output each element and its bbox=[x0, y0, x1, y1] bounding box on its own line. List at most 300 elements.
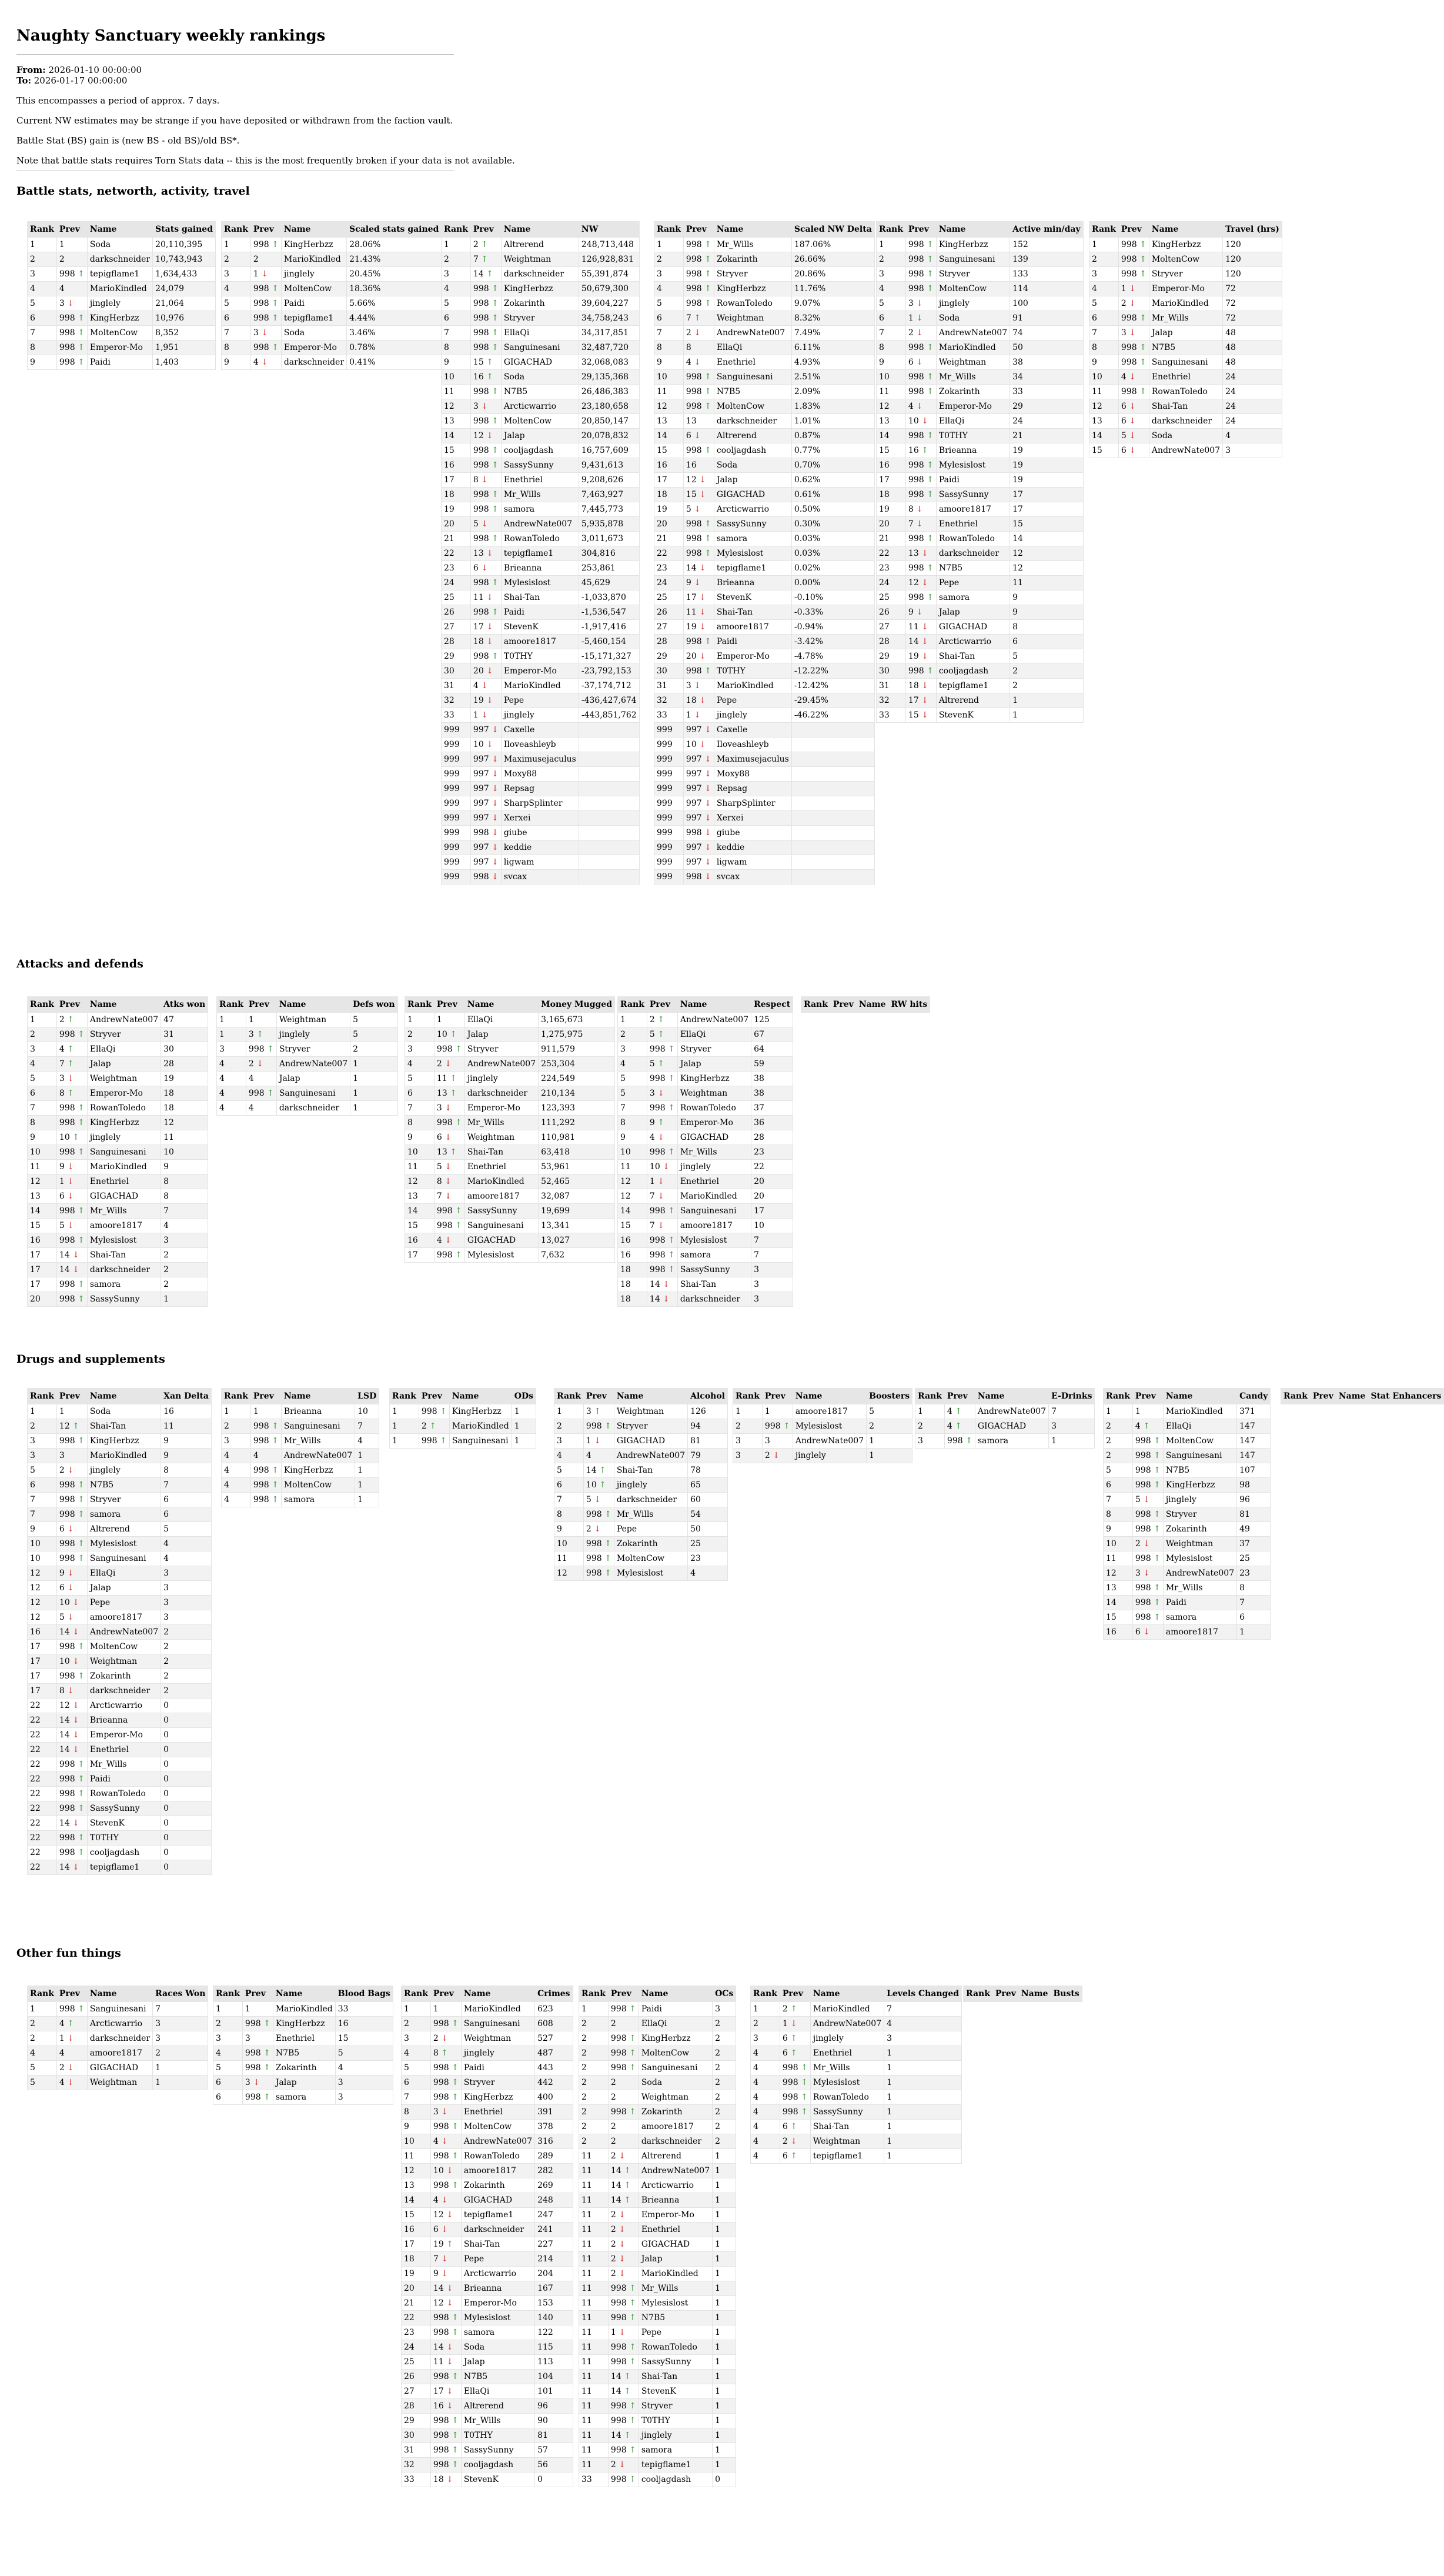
table-row bbox=[222, 1449, 379, 1463]
prev-cell bbox=[56, 252, 87, 267]
value-cell bbox=[355, 1463, 379, 1478]
name-cell bbox=[714, 311, 791, 326]
table-row bbox=[579, 2399, 736, 2414]
name-cell bbox=[501, 605, 579, 620]
prev-cell bbox=[434, 1057, 464, 1072]
value-cell bbox=[579, 752, 639, 767]
rank-cell-value: 5 bbox=[30, 2078, 35, 2087]
name-cell bbox=[87, 1013, 161, 1027]
table-row bbox=[28, 1174, 208, 1189]
value-cell bbox=[713, 2208, 736, 2223]
arrow-down-icon: ↓ bbox=[701, 755, 711, 764]
prev-cell-value: 11 bbox=[908, 622, 919, 632]
value-cell bbox=[884, 2120, 962, 2134]
prev-cell bbox=[470, 399, 501, 414]
table-row bbox=[618, 1013, 793, 1027]
prev-cell-value: 998 bbox=[436, 1221, 453, 1230]
value-cell bbox=[579, 385, 639, 399]
rank-cell-value: 11 bbox=[581, 2210, 592, 2220]
name-cell bbox=[714, 517, 791, 532]
prev-cell bbox=[647, 1101, 677, 1116]
table-row bbox=[28, 1772, 212, 1787]
arrow-up-icon: ↑ bbox=[269, 1422, 279, 1431]
arrow-up-icon: ↑ bbox=[924, 534, 934, 543]
value-cell bbox=[1010, 296, 1084, 311]
prev-cell bbox=[1118, 296, 1149, 311]
table-row bbox=[751, 2017, 962, 2031]
name-cell-value: KingHerbzz bbox=[275, 2019, 325, 2028]
rank-cell bbox=[877, 311, 906, 326]
value-cell-value: 7 bbox=[357, 1422, 363, 1431]
rank-cell-value: 29 bbox=[657, 652, 667, 661]
prev-cell-value: 998 bbox=[649, 1074, 666, 1083]
value-cell-value: 147 bbox=[1239, 1436, 1255, 1446]
name-cell-value: Sanguinesani bbox=[283, 1422, 340, 1431]
table-row bbox=[28, 1860, 212, 1875]
prev-cell-value: 4 bbox=[1135, 1422, 1141, 1431]
table-row bbox=[402, 2355, 573, 2370]
value-cell-value: 24,079 bbox=[155, 284, 185, 293]
prev-cell-value: 998 bbox=[1135, 1613, 1151, 1622]
prev-cell bbox=[683, 693, 714, 708]
table-row bbox=[654, 738, 875, 752]
prev-cell bbox=[430, 2267, 461, 2281]
rank-cell-value: 6 bbox=[30, 313, 35, 323]
table-row bbox=[877, 296, 1084, 311]
prev-cell bbox=[434, 1086, 464, 1101]
rank-cell-value: 33 bbox=[657, 710, 667, 720]
arrow-up-icon: ↑ bbox=[449, 2460, 459, 2470]
prev-cell-value: 998 bbox=[59, 1539, 75, 1549]
rank-cell bbox=[579, 2355, 609, 2370]
rank-cell bbox=[28, 1507, 57, 1522]
value-cell bbox=[1010, 341, 1084, 355]
name-cell-value: Sanguinesani bbox=[89, 1147, 146, 1157]
prev-cell-value: 3 bbox=[1135, 1569, 1141, 1578]
rank-cell bbox=[28, 1537, 57, 1551]
rank-cell bbox=[222, 267, 251, 282]
prev-cell bbox=[608, 2208, 639, 2223]
name-cell bbox=[87, 1846, 161, 1860]
prev-cell bbox=[470, 546, 501, 561]
rank-cell-value: 2 bbox=[581, 2063, 587, 2073]
value-cell bbox=[1237, 1434, 1271, 1449]
rank-cell-value: 19 bbox=[657, 505, 667, 514]
table-row bbox=[579, 2370, 736, 2384]
value-cell bbox=[535, 2046, 573, 2061]
prev-cell-value: 998 bbox=[686, 269, 702, 279]
arrow-up-icon: ↑ bbox=[626, 2475, 636, 2484]
prev-cell bbox=[647, 1013, 677, 1027]
name-cell-value: Sanguinesani bbox=[89, 1554, 146, 1563]
value-cell bbox=[579, 458, 639, 473]
prev-cell bbox=[419, 1404, 449, 1419]
value-cell-value: 139 bbox=[1012, 255, 1028, 264]
column-header: Rank bbox=[222, 222, 251, 238]
prev-cell-value: 998 bbox=[436, 1250, 453, 1260]
prev-cell-value: 3 bbox=[59, 299, 65, 308]
prev-cell bbox=[1132, 1610, 1163, 1625]
rank-cell-value: 7 bbox=[1092, 328, 1097, 338]
prev-cell-value: 998 bbox=[1121, 313, 1137, 323]
prev-cell-value: 8 bbox=[433, 2048, 439, 2058]
prev-cell-value: 998 bbox=[686, 666, 702, 676]
name-cell-value: Mylesislost bbox=[716, 549, 764, 558]
rank-cell-value: 8 bbox=[1092, 343, 1097, 352]
table-header-row bbox=[405, 997, 615, 1013]
table-row bbox=[1104, 1493, 1271, 1507]
value-cell-value: 1,634,433 bbox=[155, 269, 198, 279]
rank-cell-value: 3 bbox=[736, 1436, 741, 1446]
rank-cell-value: 4 bbox=[753, 2048, 758, 2058]
value-cell bbox=[535, 2031, 573, 2046]
name-cell-value: amoore1817 bbox=[938, 505, 991, 514]
value-cell bbox=[539, 1057, 615, 1072]
value-cell bbox=[153, 311, 216, 326]
rank-cell bbox=[28, 1713, 57, 1728]
prev-cell bbox=[647, 1204, 677, 1219]
name-cell-value: Shai-Tan bbox=[616, 1466, 653, 1475]
name-cell bbox=[281, 296, 346, 311]
prev-cell bbox=[470, 649, 501, 664]
value-cell bbox=[751, 1160, 793, 1174]
prev-cell bbox=[430, 2443, 461, 2458]
table-row bbox=[751, 2134, 962, 2149]
value-cell bbox=[512, 1419, 536, 1434]
value-cell-value: 1 bbox=[357, 1495, 363, 1504]
name-cell-value: Xerxei bbox=[716, 813, 744, 823]
prev-cell bbox=[608, 2149, 639, 2164]
column-header: Rank bbox=[801, 997, 831, 1013]
name-cell-value: jinglely bbox=[463, 2048, 494, 2058]
table-header-row bbox=[877, 222, 1084, 238]
table-row bbox=[1104, 1537, 1271, 1551]
prev-cell-value: 998 bbox=[59, 1030, 75, 1039]
value-cell bbox=[751, 1292, 793, 1307]
from-label: From: bbox=[16, 65, 46, 75]
value-cell-value: 1 bbox=[887, 2122, 893, 2131]
rank-cell-value: 6 bbox=[30, 1480, 35, 1490]
prev-cell-value: 998 bbox=[908, 534, 924, 543]
rank-cell-value: 10 bbox=[30, 1539, 41, 1549]
name-cell bbox=[639, 2355, 712, 2370]
name-cell bbox=[87, 1204, 161, 1219]
name-cell-value: Weightman bbox=[89, 1074, 138, 1083]
arrow-down-icon: ↓ bbox=[489, 872, 499, 882]
table-row bbox=[28, 1596, 212, 1610]
rank-cell bbox=[222, 355, 251, 370]
prev-cell-value: 2 bbox=[610, 2240, 616, 2249]
name-cell-value: jinglely bbox=[813, 2034, 844, 2043]
prev-cell-value: 9 bbox=[649, 1118, 655, 1127]
name-cell bbox=[936, 693, 1010, 708]
value-cell bbox=[161, 1263, 208, 1277]
name-cell bbox=[1163, 1522, 1236, 1537]
arrow-down-icon: ↓ bbox=[913, 402, 924, 411]
value-cell-value: 6 bbox=[1239, 1613, 1245, 1622]
prev-cell-value: 2 bbox=[610, 2210, 616, 2220]
prev-cell-value: 998 bbox=[59, 2004, 75, 2014]
value-cell-value: -436,427,674 bbox=[581, 696, 637, 705]
rank-cell bbox=[618, 1263, 647, 1277]
prev-cell bbox=[608, 2281, 639, 2296]
name-cell bbox=[714, 502, 791, 517]
value-cell bbox=[713, 2443, 736, 2458]
name-cell-value: KingHerbzz bbox=[680, 1074, 730, 1083]
column-header: Rank bbox=[579, 1986, 609, 2002]
name-cell-value: Jalap bbox=[89, 1059, 111, 1069]
value-cell bbox=[153, 2017, 208, 2031]
name-cell bbox=[677, 1042, 751, 1057]
table-row bbox=[618, 1204, 793, 1219]
table-row bbox=[579, 2061, 736, 2076]
rank-cell bbox=[877, 708, 906, 723]
name-cell bbox=[464, 1101, 538, 1116]
arrow-up-icon: ↑ bbox=[64, 1089, 75, 1098]
value-cell-value: 304,816 bbox=[581, 549, 616, 558]
value-cell-value: 24 bbox=[1012, 416, 1023, 426]
prev-cell bbox=[430, 2223, 461, 2237]
name-cell-value: Emperor-Mo bbox=[680, 1118, 733, 1127]
rank-cell bbox=[442, 488, 471, 502]
prev-cell bbox=[944, 1434, 975, 1449]
arrow-down-icon: ↓ bbox=[442, 1103, 452, 1113]
prev-cell-value: 998 bbox=[1135, 1510, 1151, 1519]
prev-cell bbox=[470, 708, 501, 723]
name-cell-value: Weightman bbox=[463, 2034, 512, 2043]
arrow-up-icon: ↑ bbox=[962, 1436, 972, 1446]
table-row bbox=[654, 840, 875, 855]
prev-cell bbox=[683, 782, 714, 796]
arrow-down-icon: ↓ bbox=[696, 696, 706, 705]
value-cell bbox=[751, 1042, 793, 1057]
name-cell bbox=[87, 1463, 161, 1478]
prev-cell bbox=[1118, 355, 1149, 370]
name-cell bbox=[87, 1042, 161, 1057]
table-row bbox=[654, 326, 875, 341]
table-row bbox=[442, 473, 640, 488]
prev-cell bbox=[683, 723, 714, 738]
name-cell-value: KingHerbzz bbox=[1151, 240, 1201, 249]
rank-cell bbox=[442, 473, 471, 488]
rank-cell-value: 8 bbox=[620, 1118, 626, 1127]
name-cell-value: Mr_Wills bbox=[938, 372, 976, 382]
arrow-up-icon: ↑ bbox=[787, 2151, 798, 2161]
value-cell-value: 1 bbox=[715, 2372, 721, 2381]
value-cell bbox=[535, 2017, 573, 2031]
table-row bbox=[579, 2149, 736, 2164]
value-cell-value: 55,391,874 bbox=[581, 269, 629, 279]
arrow-up-icon: ↑ bbox=[701, 255, 711, 264]
name-cell-value: tepigflame1 bbox=[283, 313, 334, 323]
prev-cell-value: 7 bbox=[908, 519, 914, 529]
arrow-down-icon: ↓ bbox=[913, 358, 924, 367]
arrow-up-icon: ↑ bbox=[69, 1133, 79, 1142]
value-cell-value: 11 bbox=[163, 1422, 174, 1431]
name-cell-value: GIGACHAD bbox=[616, 1436, 666, 1446]
rank-cell-value: 32 bbox=[879, 696, 890, 705]
prev-cell bbox=[647, 1057, 677, 1072]
column-header: Prev bbox=[683, 222, 714, 238]
value-cell-value: 8,352 bbox=[155, 328, 179, 338]
rank-cell-value: 33 bbox=[444, 710, 454, 720]
rank-cell bbox=[405, 1189, 434, 1204]
table-row bbox=[28, 2002, 208, 2017]
rank-cell bbox=[654, 429, 684, 443]
rank-cell bbox=[1104, 1610, 1133, 1625]
table-row bbox=[402, 2443, 573, 2458]
rank-cell bbox=[28, 1204, 57, 1219]
arrow-down-icon: ↓ bbox=[654, 1177, 665, 1186]
prev-cell bbox=[430, 2281, 461, 2296]
prev-cell-value: 998 bbox=[686, 284, 702, 293]
value-cell-value: 79 bbox=[690, 1451, 701, 1460]
table-row bbox=[618, 1101, 793, 1116]
prev-cell-value: 998 bbox=[59, 1103, 75, 1113]
prev-cell-value: 1 bbox=[649, 1177, 655, 1186]
prev-cell-value: 4 bbox=[59, 2019, 65, 2028]
name-cell bbox=[461, 2414, 534, 2428]
prev-cell-value: 19 bbox=[433, 2240, 444, 2249]
rank-cell bbox=[222, 1404, 251, 1419]
table-row bbox=[877, 238, 1084, 252]
name-cell bbox=[614, 1449, 687, 1463]
value-cell bbox=[1010, 693, 1084, 708]
rank-cell-value: 22 bbox=[30, 1701, 41, 1710]
table-row bbox=[213, 2090, 393, 2105]
prev-cell-value: 6 bbox=[59, 1583, 65, 1593]
prev-cell-value: 2 bbox=[649, 1015, 655, 1025]
prev-cell-value: 14 bbox=[610, 2181, 621, 2190]
table-row bbox=[28, 1130, 208, 1145]
name-cell bbox=[501, 488, 579, 502]
arrow-down-icon: ↓ bbox=[918, 637, 928, 646]
name-cell bbox=[1163, 1610, 1236, 1625]
table-row bbox=[1089, 311, 1282, 326]
rank-cell bbox=[28, 1130, 57, 1145]
name-cell bbox=[501, 723, 579, 738]
arrow-up-icon: ↑ bbox=[701, 637, 711, 646]
value-cell bbox=[791, 385, 874, 399]
prev-cell-value: 998 bbox=[59, 1848, 75, 1857]
arrow-up-icon: ↑ bbox=[75, 313, 85, 323]
name-cell bbox=[501, 282, 579, 296]
prev-cell bbox=[608, 2267, 639, 2281]
prev-cell bbox=[419, 1434, 449, 1449]
rank-cell bbox=[1089, 238, 1119, 252]
rank-cell bbox=[442, 252, 471, 267]
name-cell bbox=[1163, 1537, 1236, 1551]
prev-cell bbox=[56, 1042, 87, 1057]
table-row bbox=[402, 2311, 573, 2325]
rank-cell bbox=[618, 1130, 647, 1145]
name-cell-value: tepigflame1 bbox=[89, 269, 140, 279]
prev-cell bbox=[683, 708, 714, 723]
prev-cell-value: 998 bbox=[473, 446, 489, 455]
value-cell bbox=[153, 296, 216, 311]
table-row bbox=[654, 723, 875, 738]
value-cell bbox=[1010, 429, 1084, 443]
name-cell-value: Brieanna bbox=[463, 2284, 502, 2293]
table-row bbox=[1104, 1566, 1271, 1581]
name-cell-value: Zokarinth bbox=[89, 1671, 131, 1681]
prev-cell bbox=[430, 2031, 461, 2046]
rank-cell-value: 13 bbox=[879, 416, 890, 426]
rank-cell bbox=[442, 620, 471, 635]
arrow-down-icon: ↓ bbox=[442, 1236, 452, 1245]
name-cell-value: AndrewNate007 bbox=[1165, 1569, 1235, 1578]
prev-cell bbox=[434, 1174, 464, 1189]
arrow-up-icon: ↑ bbox=[75, 1554, 85, 1563]
prev-cell-value: 998 bbox=[908, 666, 924, 676]
name-cell-value: Maximusejaculus bbox=[716, 755, 789, 764]
name-cell-value: GIGACHAD bbox=[463, 2195, 513, 2205]
rank-cell bbox=[217, 1101, 246, 1116]
rank-cell bbox=[877, 502, 906, 517]
name-cell bbox=[936, 326, 1010, 341]
prev-cell-value: 5 bbox=[59, 1221, 65, 1230]
arrow-up-icon: ↑ bbox=[601, 1554, 611, 1563]
value-cell-value: 2 bbox=[155, 2048, 161, 2058]
prev-cell bbox=[470, 532, 501, 546]
rank-cell-value: 2 bbox=[30, 2019, 35, 2028]
value-cell-value: 12 bbox=[1012, 549, 1023, 558]
name-cell bbox=[639, 2017, 712, 2031]
prev-cell-value: 998 bbox=[908, 490, 924, 499]
arrow-down-icon: ↓ bbox=[701, 799, 711, 808]
arrow-up-icon: ↑ bbox=[701, 446, 711, 455]
table-row bbox=[1104, 1478, 1271, 1493]
table-row bbox=[442, 341, 640, 355]
rank-cell bbox=[442, 708, 471, 723]
value-cell-value: 227 bbox=[537, 2240, 553, 2249]
rank-cell-value: 17 bbox=[30, 1265, 41, 1274]
rank-cell-value: 13 bbox=[407, 1192, 418, 1201]
value-cell-value: 20,110,395 bbox=[155, 240, 203, 249]
value-cell bbox=[791, 517, 874, 532]
table-row bbox=[877, 488, 1084, 502]
value-cell-value: 1 bbox=[715, 2387, 721, 2396]
table-row bbox=[1104, 1581, 1271, 1596]
table-row bbox=[1104, 1610, 1271, 1625]
table-row bbox=[405, 1027, 615, 1042]
rank-cell-value: 24 bbox=[404, 2343, 415, 2352]
rank-cell bbox=[579, 2267, 609, 2281]
arrow-down-icon: ↓ bbox=[616, 2210, 626, 2220]
column-header: OCs bbox=[713, 1986, 736, 2002]
prev-cell-value: 2 bbox=[253, 255, 259, 264]
column-header: Prev bbox=[434, 997, 464, 1013]
arrow-up-icon: ↑ bbox=[447, 1147, 457, 1157]
table-row bbox=[402, 2002, 573, 2017]
name-cell bbox=[714, 870, 791, 885]
name-cell-value: KingHerbzz bbox=[283, 240, 333, 249]
prev-cell bbox=[1132, 1463, 1163, 1478]
arrow-up-icon: ↑ bbox=[701, 269, 711, 279]
table-row bbox=[1104, 1551, 1271, 1566]
rank-cell-value: 17 bbox=[30, 1657, 41, 1666]
prev-cell bbox=[246, 1027, 276, 1042]
name-cell-value: Weightman bbox=[938, 358, 987, 367]
table-row bbox=[654, 693, 875, 708]
prev-cell bbox=[683, 546, 714, 561]
name-cell-value: Weightman bbox=[680, 1089, 728, 1098]
rank-cell bbox=[654, 605, 684, 620]
value-cell bbox=[579, 679, 639, 693]
arrow-up-icon: ↑ bbox=[75, 1103, 85, 1113]
value-cell bbox=[791, 502, 874, 517]
arrow-up-icon: ↑ bbox=[269, 299, 279, 308]
